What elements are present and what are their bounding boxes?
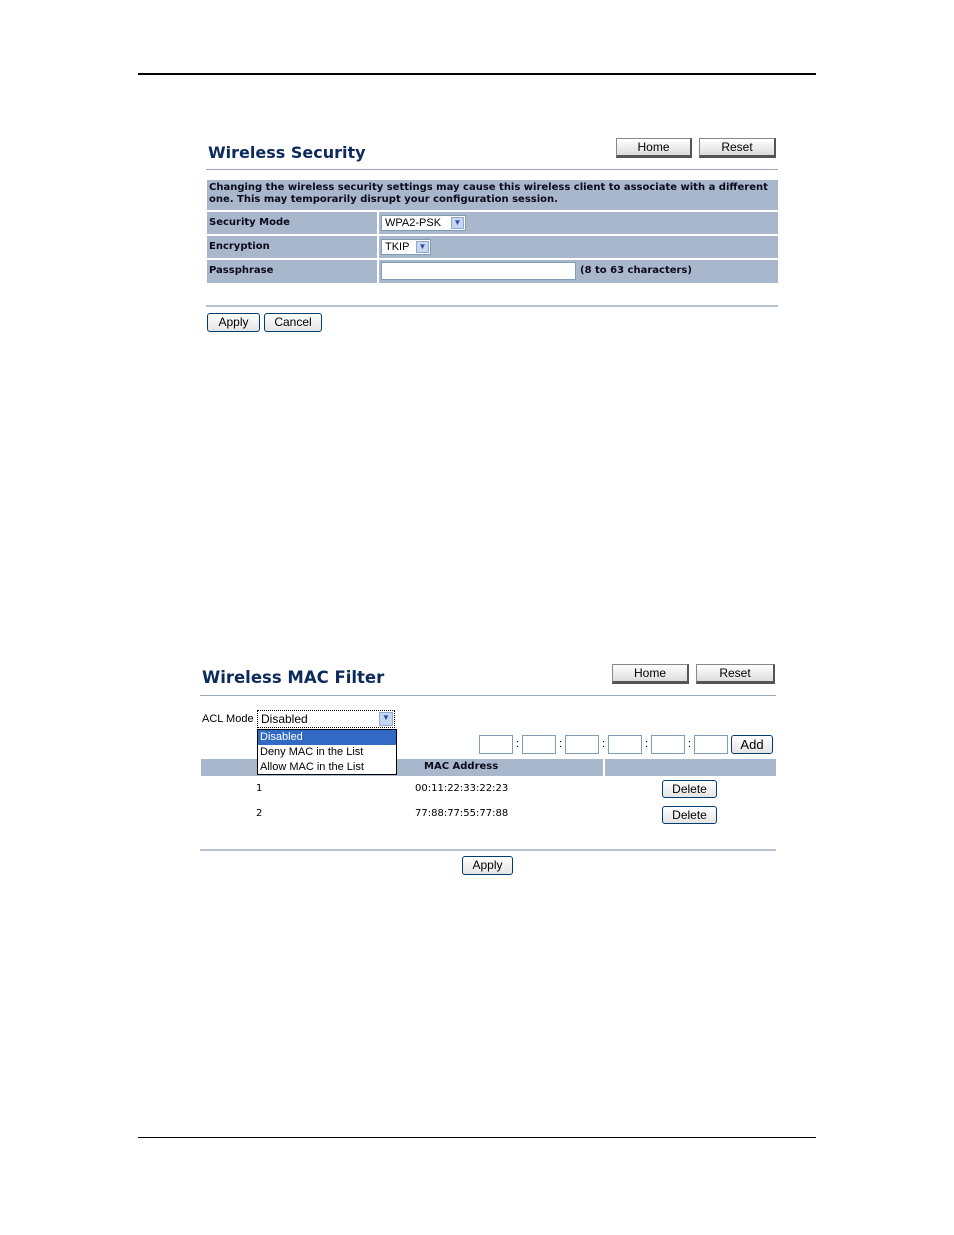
apply-button[interactable]: Apply [207,313,260,332]
form-divider [200,849,776,851]
page-bottom-rule [138,1137,816,1138]
reset-button[interactable]: Reset [696,664,775,684]
chevron-down-icon: ▼ [379,712,393,726]
security-mode-label: Security Mode [209,217,290,228]
acl-option-deny[interactable]: Deny MAC in the List [260,746,364,758]
mac-address-column-header: MAC Address [424,761,499,772]
acl-option-allow[interactable]: Allow MAC in the List [260,761,364,773]
mac-octet-3-input[interactable] [565,735,599,754]
apply-button[interactable]: Apply [462,856,513,875]
cancel-button[interactable]: Cancel [264,313,322,332]
encryption-label: Encryption [209,241,270,252]
mac-octet-1-input[interactable] [479,735,513,754]
mac-octet-6-input[interactable] [694,735,728,754]
passphrase-input[interactable] [381,262,576,280]
page-top-rule [138,73,816,75]
home-button[interactable]: Home [612,664,689,684]
acl-mode-label: ACL Mode [202,713,254,725]
mac-octet-2-input[interactable] [522,735,556,754]
title-divider [200,695,776,696]
page-title: Wireless Security [208,143,366,162]
acl-mode-dropdown [257,729,397,775]
encryption-row [207,236,778,258]
chevron-down-icon: ▼ [451,217,464,229]
encryption-select[interactable]: TKIP ▼ [381,239,431,255]
passphrase-label: Passphrase [209,265,274,276]
acl-option-disabled[interactable]: Disabled [258,730,396,745]
passphrase-hint: (8 to 63 characters) [580,265,692,276]
mac-octet-4-input[interactable] [608,735,642,754]
delete-button[interactable]: Delete [662,780,717,798]
security-mode-row [207,212,778,234]
security-notice: Changing the wireless security settings may cause this wireless client to associate with a different one. This may temporarily disrupt your configuration session. [207,180,778,210]
mac-octet-5-input[interactable] [651,735,685,754]
delete-button[interactable]: Delete [662,806,717,824]
title-divider [206,169,778,170]
chevron-down-icon: ▼ [416,241,429,253]
home-button[interactable]: Home [616,138,692,158]
form-divider [206,305,778,307]
passphrase-row [207,260,778,283]
reset-button[interactable]: Reset [699,138,776,158]
acl-mode-select[interactable]: Disabled ▼ [257,710,395,728]
mac-filter-title: Wireless MAC Filter [202,668,385,687]
security-mode-select[interactable]: WPA2-PSK ▼ [381,215,466,231]
add-button[interactable]: Add [731,735,773,754]
